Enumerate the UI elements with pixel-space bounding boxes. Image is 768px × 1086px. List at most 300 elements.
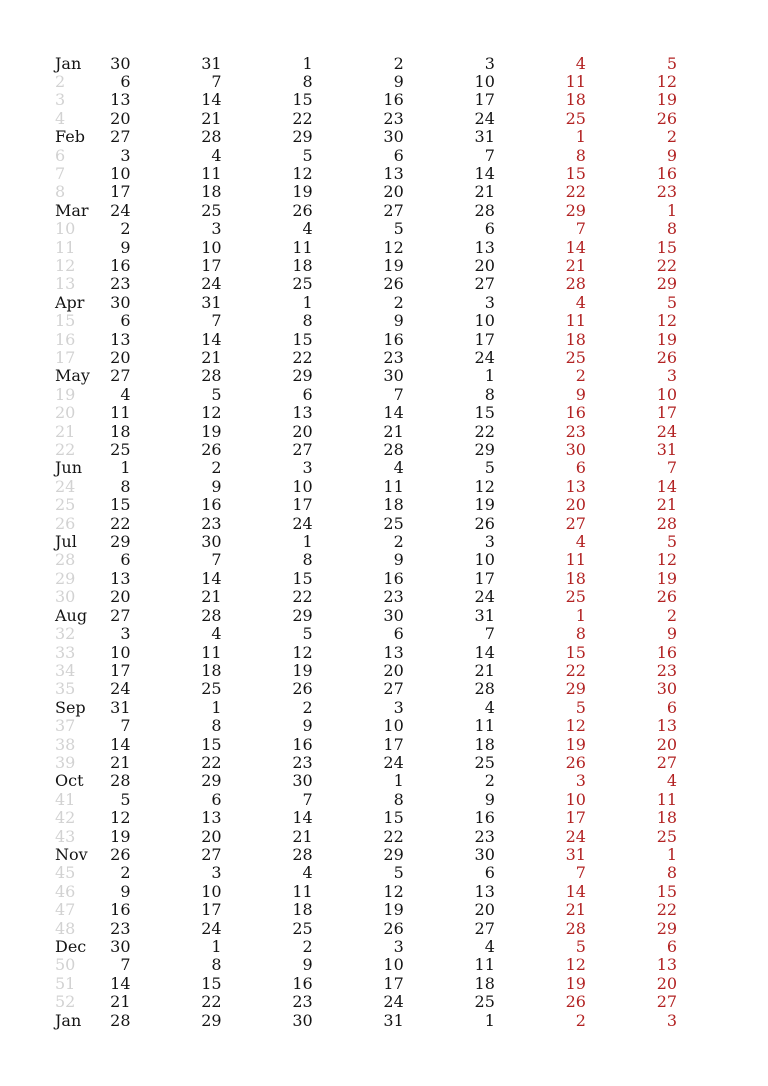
day-cell: 21 — [110, 752, 131, 772]
day-cell: 24 — [201, 918, 222, 938]
calendar-week-row — [0, 202, 677, 220]
day-cell: 16 — [110, 900, 131, 920]
day-cell: 13 — [474, 881, 495, 901]
day-cell: 20 — [474, 255, 495, 275]
day-cell: 10 — [474, 550, 495, 570]
weekend-day-cell: 5 — [666, 532, 678, 552]
weekend-day-cell: 15 — [656, 881, 678, 901]
day-cell: 9 — [211, 476, 222, 496]
day-cell: 7 — [302, 789, 313, 809]
weekend-day-cell: 31 — [565, 844, 586, 864]
week-number-label: 45 — [55, 863, 76, 883]
day-cell: 11 — [201, 642, 222, 662]
calendar-week-row — [0, 128, 677, 146]
day-cell: 25 — [201, 200, 222, 220]
day-cell: 10 — [292, 476, 313, 496]
calendar-week-row — [0, 570, 677, 588]
week-number-label: 51 — [55, 973, 76, 993]
weekend-day-cell: 20 — [565, 495, 586, 515]
week-number-label: 46 — [55, 881, 76, 901]
day-cell: 12 — [383, 237, 404, 257]
day-cell: 13 — [383, 163, 404, 183]
month-label: Jan — [55, 1010, 82, 1030]
day-cell: 19 — [292, 660, 313, 680]
day-cell: 13 — [110, 329, 131, 349]
weekend-day-cell: 30 — [565, 440, 586, 460]
calendar-week-row — [0, 183, 677, 201]
weekend-day-cell: 29 — [565, 679, 586, 699]
day-cell: 11 — [110, 403, 131, 423]
calendar-week-row — [0, 404, 677, 422]
day-cell: 4 — [120, 384, 131, 404]
day-cell: 27 — [110, 366, 131, 386]
day-cell: 11 — [474, 716, 495, 736]
week-number-label: 6 — [55, 145, 66, 165]
day-cell: 23 — [383, 348, 404, 367]
day-cell: 2 — [393, 532, 404, 552]
day-cell: 29 — [292, 605, 313, 625]
day-cell: 22 — [110, 513, 131, 533]
day-cell: 28 — [201, 605, 222, 625]
day-cell: 13 — [110, 568, 131, 588]
calendar-week-row — [0, 772, 677, 790]
day-cell: 13 — [383, 642, 404, 662]
day-cell: 17 — [292, 495, 313, 515]
day-cell: 14 — [110, 973, 131, 993]
day-cell: 18 — [292, 900, 313, 920]
weekend-day-cell: 26 — [565, 752, 586, 772]
day-cell: 20 — [110, 587, 131, 607]
day-cell: 21 — [110, 992, 131, 1012]
weekend-day-cell: 17 — [656, 403, 678, 423]
month-label: Dec — [55, 937, 87, 956]
day-cell: 19 — [383, 900, 404, 920]
week-number-label: 11 — [55, 237, 76, 257]
calendar-week-row — [0, 1012, 677, 1030]
calendar-grid — [0, 55, 677, 1031]
calendar-week-row — [0, 993, 677, 1011]
weekend-day-cell: 15 — [656, 237, 678, 257]
calendar-week-row — [0, 975, 677, 993]
day-cell: 11 — [292, 881, 313, 901]
day-cell: 18 — [383, 495, 404, 515]
weekend-day-cell: 3 — [666, 1010, 678, 1030]
calendar-week-row — [0, 73, 677, 91]
day-cell: 7 — [211, 71, 222, 91]
day-cell: 16 — [292, 973, 313, 993]
weekend-day-cell: 29 — [565, 200, 586, 220]
day-cell: 6 — [393, 145, 404, 165]
day-cell: 5 — [120, 789, 131, 809]
day-cell: 28 — [292, 844, 313, 864]
day-cell: 10 — [474, 71, 495, 91]
week-number-label: 35 — [55, 679, 76, 699]
week-number-label: 37 — [55, 716, 76, 736]
month-label: Mar — [55, 200, 89, 220]
weekend-day-cell: 8 — [666, 863, 678, 883]
week-number-label: 30 — [55, 587, 76, 607]
day-cell: 29 — [201, 1010, 222, 1030]
day-cell: 31 — [110, 697, 131, 717]
weekend-day-cell: 19 — [656, 329, 678, 349]
day-cell: 2 — [120, 219, 131, 239]
week-number-label: 52 — [55, 992, 76, 1012]
calendar-week-row — [0, 55, 677, 73]
week-number-label: 29 — [55, 568, 76, 588]
day-cell: 18 — [201, 182, 222, 202]
day-cell: 30 — [474, 844, 495, 864]
weekend-day-cell: 11 — [565, 550, 586, 570]
weekend-day-cell: 5 — [575, 697, 586, 717]
day-cell: 17 — [383, 734, 404, 754]
weekend-day-cell: 19 — [565, 973, 586, 993]
calendar-week-row — [0, 147, 677, 165]
weekend-day-cell: 31 — [656, 440, 678, 460]
weekend-day-cell: 4 — [575, 532, 586, 552]
day-cell: 10 — [201, 237, 222, 257]
day-cell: 3 — [120, 145, 131, 165]
day-cell: 3 — [484, 532, 495, 552]
day-cell: 17 — [110, 660, 131, 680]
day-cell: 1 — [484, 366, 495, 386]
calendar-week-row — [0, 607, 677, 625]
weekend-day-cell: 22 — [656, 255, 678, 275]
day-cell: 27 — [292, 440, 313, 460]
day-cell: 13 — [474, 237, 495, 257]
day-cell: 16 — [383, 329, 404, 349]
day-cell: 20 — [383, 182, 404, 202]
calendar-week-row — [0, 809, 677, 827]
calendar-week-row — [0, 165, 677, 183]
weekend-day-cell: 27 — [656, 992, 678, 1012]
day-cell: 19 — [292, 182, 313, 202]
day-cell: 17 — [383, 973, 404, 993]
weekend-day-cell: 25 — [656, 826, 678, 846]
day-cell: 23 — [292, 752, 313, 772]
day-cell: 4 — [302, 219, 313, 239]
day-cell: 9 — [393, 71, 404, 91]
weekend-day-cell: 12 — [656, 311, 678, 331]
day-cell: 5 — [302, 624, 313, 644]
calendar-week-row — [0, 367, 677, 385]
weekend-day-cell: 12 — [565, 955, 586, 975]
weekend-day-cell: 15 — [565, 163, 586, 183]
day-cell: 18 — [110, 421, 131, 441]
weekend-day-cell: 25 — [565, 348, 586, 367]
weekend-day-cell: 16 — [656, 642, 678, 662]
day-cell: 7 — [393, 384, 404, 404]
day-cell: 17 — [201, 255, 222, 275]
day-cell: 27 — [474, 918, 495, 938]
day-cell: 14 — [110, 734, 131, 754]
weekend-day-cell: 5 — [666, 53, 678, 73]
week-number-label: 7 — [55, 163, 66, 183]
calendar-week-row — [0, 644, 677, 662]
calendar-week-row — [0, 496, 677, 514]
day-cell: 11 — [383, 476, 404, 496]
weekend-day-cell: 26 — [656, 108, 678, 128]
day-cell: 7 — [120, 955, 131, 975]
day-cell: 3 — [120, 624, 131, 644]
day-cell: 30 — [383, 366, 404, 386]
day-cell: 30 — [110, 53, 131, 73]
weekend-day-cell: 8 — [575, 145, 586, 165]
day-cell: 17 — [110, 182, 131, 202]
week-number-label: 12 — [55, 255, 76, 275]
weekend-day-cell: 2 — [666, 127, 678, 147]
day-cell: 4 — [484, 697, 495, 717]
day-cell: 8 — [211, 955, 222, 975]
day-cell: 17 — [474, 568, 495, 588]
calendar-week-row — [0, 828, 677, 846]
day-cell: 26 — [383, 274, 404, 294]
weekend-day-cell: 16 — [565, 403, 586, 423]
weekend-day-cell: 22 — [565, 182, 586, 202]
day-cell: 23 — [110, 274, 131, 294]
day-cell: 8 — [393, 789, 404, 809]
calendar-week-row — [0, 920, 677, 938]
day-cell: 1 — [302, 53, 313, 73]
day-cell: 28 — [201, 366, 222, 386]
day-cell: 30 — [201, 532, 222, 552]
day-cell: 11 — [292, 237, 313, 257]
day-cell: 16 — [110, 255, 131, 275]
day-cell: 3 — [484, 53, 495, 73]
day-cell: 3 — [211, 219, 222, 239]
weekend-day-cell: 24 — [656, 421, 678, 441]
day-cell: 4 — [211, 624, 222, 644]
day-cell: 1 — [211, 937, 222, 956]
week-number-label: 3 — [55, 90, 66, 110]
week-number-label: 32 — [55, 624, 76, 644]
day-cell: 24 — [383, 752, 404, 772]
day-cell: 4 — [484, 937, 495, 956]
day-cell: 5 — [484, 458, 495, 478]
weekend-day-cell: 2 — [666, 605, 678, 625]
calendar-week-row — [0, 938, 677, 956]
weekend-day-cell: 1 — [575, 605, 586, 625]
month-label: Apr — [55, 292, 85, 312]
day-cell: 8 — [302, 71, 313, 91]
day-cell: 14 — [201, 90, 222, 110]
day-cell: 11 — [474, 955, 495, 975]
day-cell: 16 — [292, 734, 313, 754]
weekend-day-cell: 29 — [656, 274, 678, 294]
day-cell: 24 — [383, 992, 404, 1012]
day-cell: 14 — [292, 808, 313, 828]
day-cell: 5 — [211, 384, 222, 404]
weekend-day-cell: 12 — [656, 550, 678, 570]
day-cell: 20 — [201, 826, 222, 846]
calendar-week-row — [0, 864, 677, 882]
day-cell: 25 — [201, 679, 222, 699]
calendar-week-row — [0, 257, 677, 275]
weekend-day-cell: 10 — [656, 384, 678, 404]
weekend-day-cell: 28 — [565, 274, 586, 294]
weekend-day-cell: 8 — [575, 624, 586, 644]
weekend-day-cell: 2 — [575, 366, 586, 386]
day-cell: 1 — [120, 458, 131, 478]
weekend-day-cell: 14 — [656, 476, 678, 496]
day-cell: 24 — [292, 513, 313, 533]
month-label: Sep — [55, 697, 86, 717]
day-cell: 22 — [383, 826, 404, 846]
day-cell: 23 — [383, 108, 404, 128]
day-cell: 1 — [484, 1010, 495, 1030]
weekend-day-cell: 4 — [666, 771, 678, 791]
day-cell: 8 — [211, 716, 222, 736]
month-label: Oct — [55, 771, 84, 791]
weekend-day-cell: 18 — [565, 90, 586, 110]
week-number-label: 43 — [55, 826, 76, 846]
day-cell: 8 — [302, 311, 313, 331]
day-cell: 2 — [302, 697, 313, 717]
day-cell: 24 — [474, 587, 495, 607]
day-cell: 20 — [292, 421, 313, 441]
day-cell: 10 — [110, 163, 131, 183]
day-cell: 2 — [393, 53, 404, 73]
weekend-day-cell: 10 — [565, 789, 586, 809]
day-cell: 12 — [383, 881, 404, 901]
day-cell: 25 — [292, 918, 313, 938]
day-cell: 15 — [201, 973, 222, 993]
day-cell: 26 — [292, 200, 313, 220]
day-cell: 17 — [474, 329, 495, 349]
calendar-week-row — [0, 699, 677, 717]
day-cell: 12 — [110, 808, 131, 828]
weekend-day-cell: 11 — [656, 789, 678, 809]
day-cell: 28 — [110, 771, 131, 791]
calendar-week-row — [0, 239, 677, 257]
weekend-day-cell: 9 — [666, 624, 678, 644]
day-cell: 9 — [120, 881, 131, 901]
week-number-label: 41 — [55, 789, 76, 809]
weekend-day-cell: 23 — [656, 660, 678, 680]
calendar-week-row — [0, 883, 677, 901]
day-cell: 12 — [292, 642, 313, 662]
weekend-day-cell: 1 — [666, 844, 678, 864]
calendar-week-row — [0, 754, 677, 772]
weekend-day-cell: 28 — [656, 513, 678, 533]
day-cell: 27 — [201, 844, 222, 864]
day-cell: 2 — [484, 771, 495, 791]
day-cell: 29 — [201, 771, 222, 791]
day-cell: 26 — [383, 918, 404, 938]
day-cell: 3 — [484, 292, 495, 312]
day-cell: 6 — [211, 789, 222, 809]
day-cell: 23 — [292, 992, 313, 1012]
day-cell: 13 — [110, 90, 131, 110]
day-cell: 31 — [383, 1010, 404, 1030]
day-cell: 22 — [201, 992, 222, 1012]
week-number-label: 2 — [55, 71, 66, 91]
day-cell: 25 — [383, 513, 404, 533]
day-cell: 26 — [292, 679, 313, 699]
day-cell: 24 — [201, 274, 222, 294]
day-cell: 23 — [110, 918, 131, 938]
weekend-day-cell: 18 — [565, 329, 586, 349]
weekend-day-cell: 26 — [656, 587, 678, 607]
day-cell: 29 — [383, 844, 404, 864]
day-cell: 16 — [383, 90, 404, 110]
calendar-week-row — [0, 846, 677, 864]
day-cell: 29 — [110, 532, 131, 552]
day-cell: 24 — [474, 348, 495, 367]
calendar-week-row — [0, 91, 677, 109]
week-number-label: 21 — [55, 421, 76, 441]
day-cell: 30 — [110, 937, 131, 956]
week-number-label: 38 — [55, 734, 76, 754]
day-cell: 17 — [201, 900, 222, 920]
weekend-day-cell: 23 — [656, 182, 678, 202]
day-cell: 4 — [211, 145, 222, 165]
weekend-day-cell: 23 — [565, 421, 586, 441]
calendar-week-row — [0, 275, 677, 293]
calendar-week-row — [0, 625, 677, 643]
calendar-week-row — [0, 551, 677, 569]
day-cell: 1 — [302, 292, 313, 312]
day-cell: 6 — [484, 863, 495, 883]
day-cell: 7 — [484, 145, 495, 165]
calendar-week-row — [0, 220, 677, 238]
day-cell: 13 — [201, 808, 222, 828]
day-cell: 9 — [393, 311, 404, 331]
calendar-week-row — [0, 736, 677, 754]
calendar-week-row — [0, 478, 677, 496]
day-cell: 28 — [474, 679, 495, 699]
day-cell: 28 — [201, 127, 222, 147]
day-cell: 4 — [302, 863, 313, 883]
weekend-day-cell: 22 — [656, 900, 678, 920]
day-cell: 12 — [474, 476, 495, 496]
day-cell: 19 — [201, 421, 222, 441]
week-number-label: 48 — [55, 918, 76, 938]
weekend-day-cell: 6 — [666, 697, 678, 717]
calendar-week-row — [0, 662, 677, 680]
week-number-label: 33 — [55, 642, 76, 662]
weekend-day-cell: 21 — [565, 900, 586, 920]
day-cell: 15 — [201, 734, 222, 754]
weekend-day-cell: 12 — [656, 71, 678, 91]
day-cell: 14 — [474, 642, 495, 662]
day-cell: 30 — [383, 127, 404, 147]
week-number-label: 39 — [55, 752, 76, 772]
weekend-day-cell: 13 — [565, 476, 586, 496]
day-cell: 6 — [484, 219, 495, 239]
weekend-day-cell: 25 — [565, 587, 586, 607]
month-label: May — [55, 366, 90, 386]
day-cell: 8 — [302, 550, 313, 570]
day-cell: 15 — [110, 495, 131, 515]
week-number-label: 13 — [55, 274, 76, 294]
day-cell: 12 — [201, 403, 222, 423]
day-cell: 23 — [201, 513, 222, 533]
day-cell: 26 — [110, 844, 131, 864]
weekend-day-cell: 19 — [656, 568, 678, 588]
day-cell: 15 — [292, 90, 313, 110]
weekend-day-cell: 11 — [565, 71, 586, 91]
week-number-label: 15 — [55, 311, 76, 331]
day-cell: 15 — [474, 403, 495, 423]
day-cell: 19 — [383, 255, 404, 275]
week-number-label: 20 — [55, 403, 76, 423]
week-number-label: 24 — [55, 476, 76, 496]
day-cell: 5 — [302, 145, 313, 165]
weekend-day-cell: 2 — [575, 1010, 586, 1030]
weekend-day-cell: 27 — [656, 752, 678, 772]
day-cell: 6 — [393, 624, 404, 644]
day-cell: 22 — [474, 421, 495, 441]
